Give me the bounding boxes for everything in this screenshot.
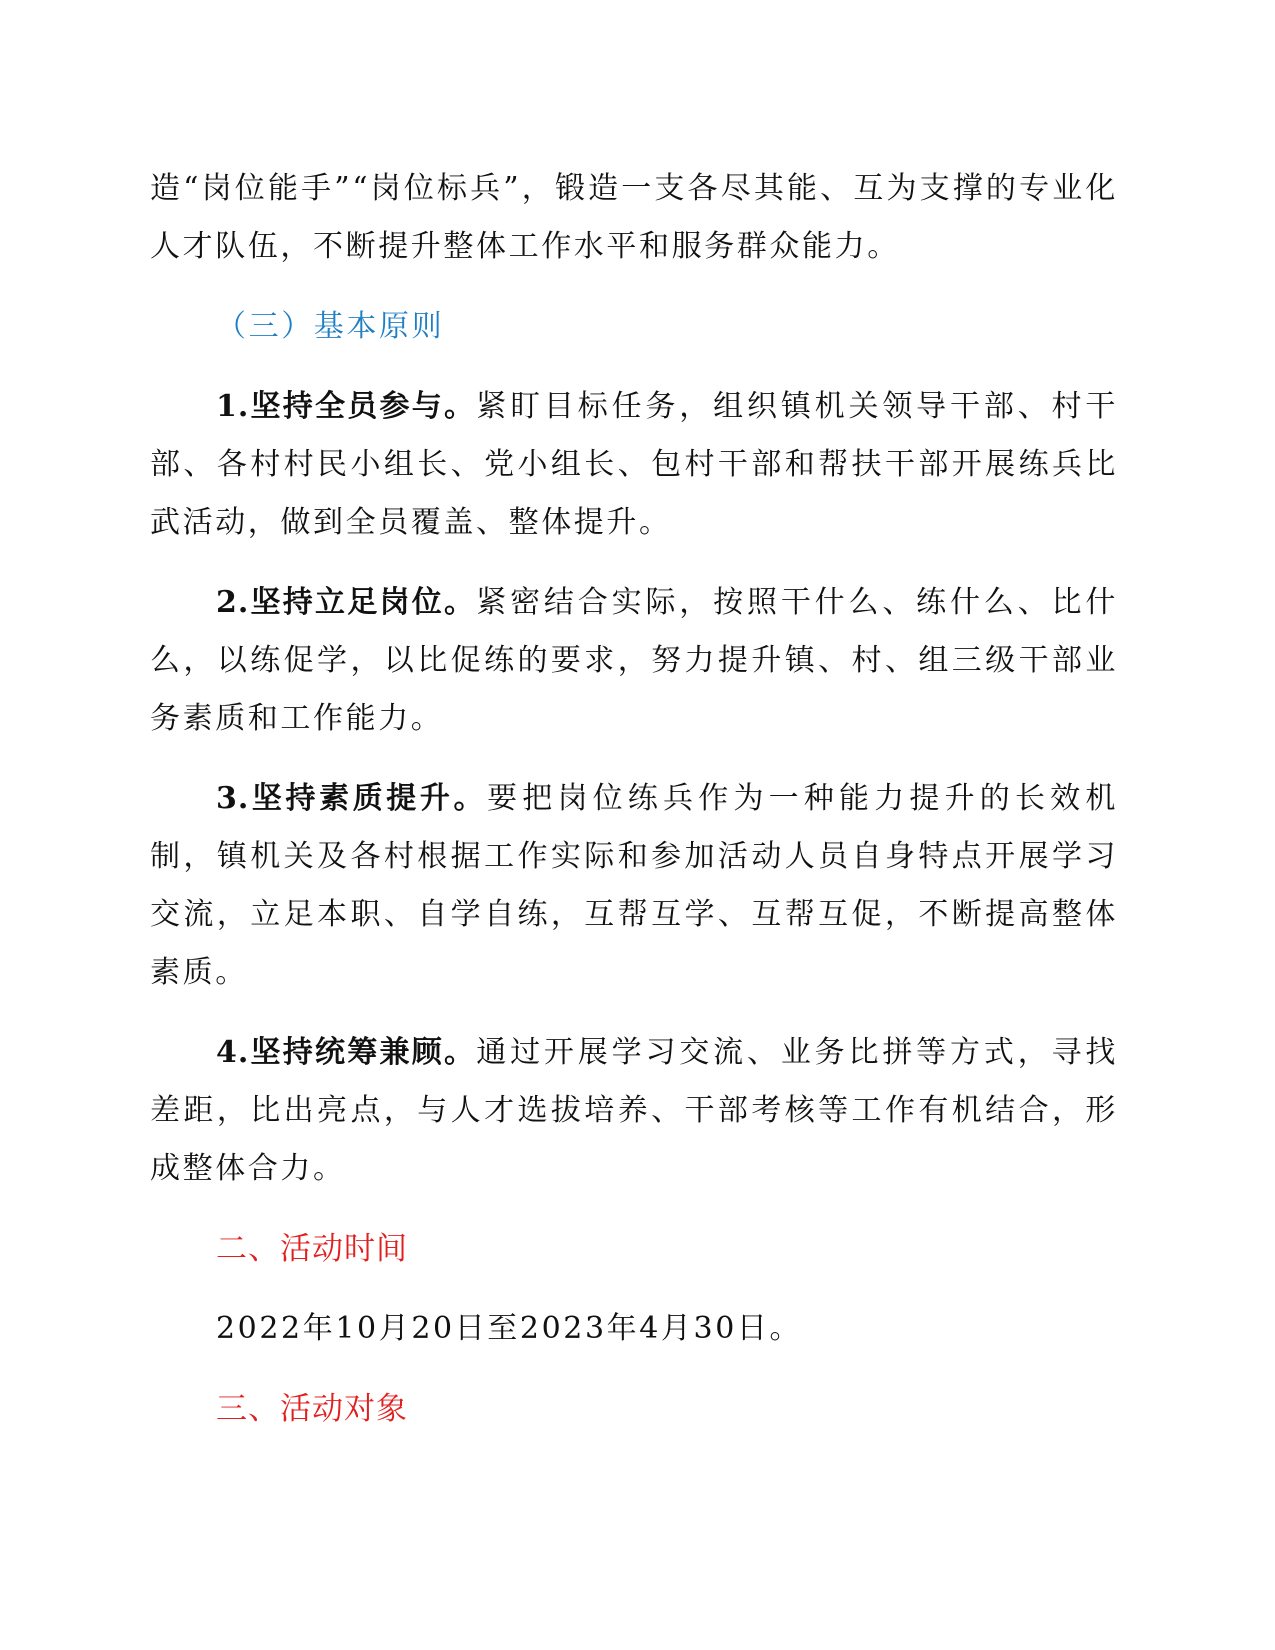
principle-4-lead: 4.坚持统筹兼顾。 (216, 1035, 477, 1070)
principle-1-lead: 1.坚持全员参与。 (216, 389, 477, 424)
principle-3-text: 要把岗位练兵作为一种能力提升的长效机制，镇机关及各村根据工作实际和参加活动人员自身特点开展学习交流，立足本职、自学自练，互帮互学、互帮互促，不断提高整体素质。 (150, 781, 1118, 990)
document-body (150, 160, 1118, 1460)
principle-1 (150, 378, 1118, 552)
intro-paragraph: 造“岗位能手”“岗位标兵”，锻造一支各尽其能、互为支撑的专业化人才队伍，不断提升整体工作水平和服务群众能力。 (150, 171, 1118, 264)
principle-2-text: 紧密结合实际，按照干什么、练什么、比什么，以练促学，以比促练的要求，努力提升镇、村、组三级干部业务素质和工作能力。 (150, 585, 1118, 736)
principle-2-lead: 2.坚持立足岗位。 (216, 585, 477, 620)
section-target-heading: 三、活动对象 (216, 1391, 408, 1427)
principle-1-text: 紧盯目标任务，组织镇机关领导干部、村干部、各村村民小组长、党小组长、包村干部和帮扶干部开展练兵比武活动，做到全员覆盖、整体提升。 (150, 389, 1118, 540)
section-time-heading: 二、活动时间 (216, 1231, 408, 1267)
principle-4-text: 通过开展学习交流、业务比拼等方式，寻找差距，比出亮点，与人才选拔培养、干部考核等工作有机结合，形成整体合力。 (150, 1035, 1118, 1186)
principle-3 (150, 770, 1118, 1002)
principle-4 (150, 1024, 1118, 1198)
activity-time: 2022年10月20日至2023年4月30日。 (216, 1311, 803, 1346)
principle-3-lead: 3.坚持素质提升。 (216, 781, 488, 816)
principle-2 (150, 574, 1118, 748)
section-three-heading: （三）基本原则 (216, 309, 445, 344)
